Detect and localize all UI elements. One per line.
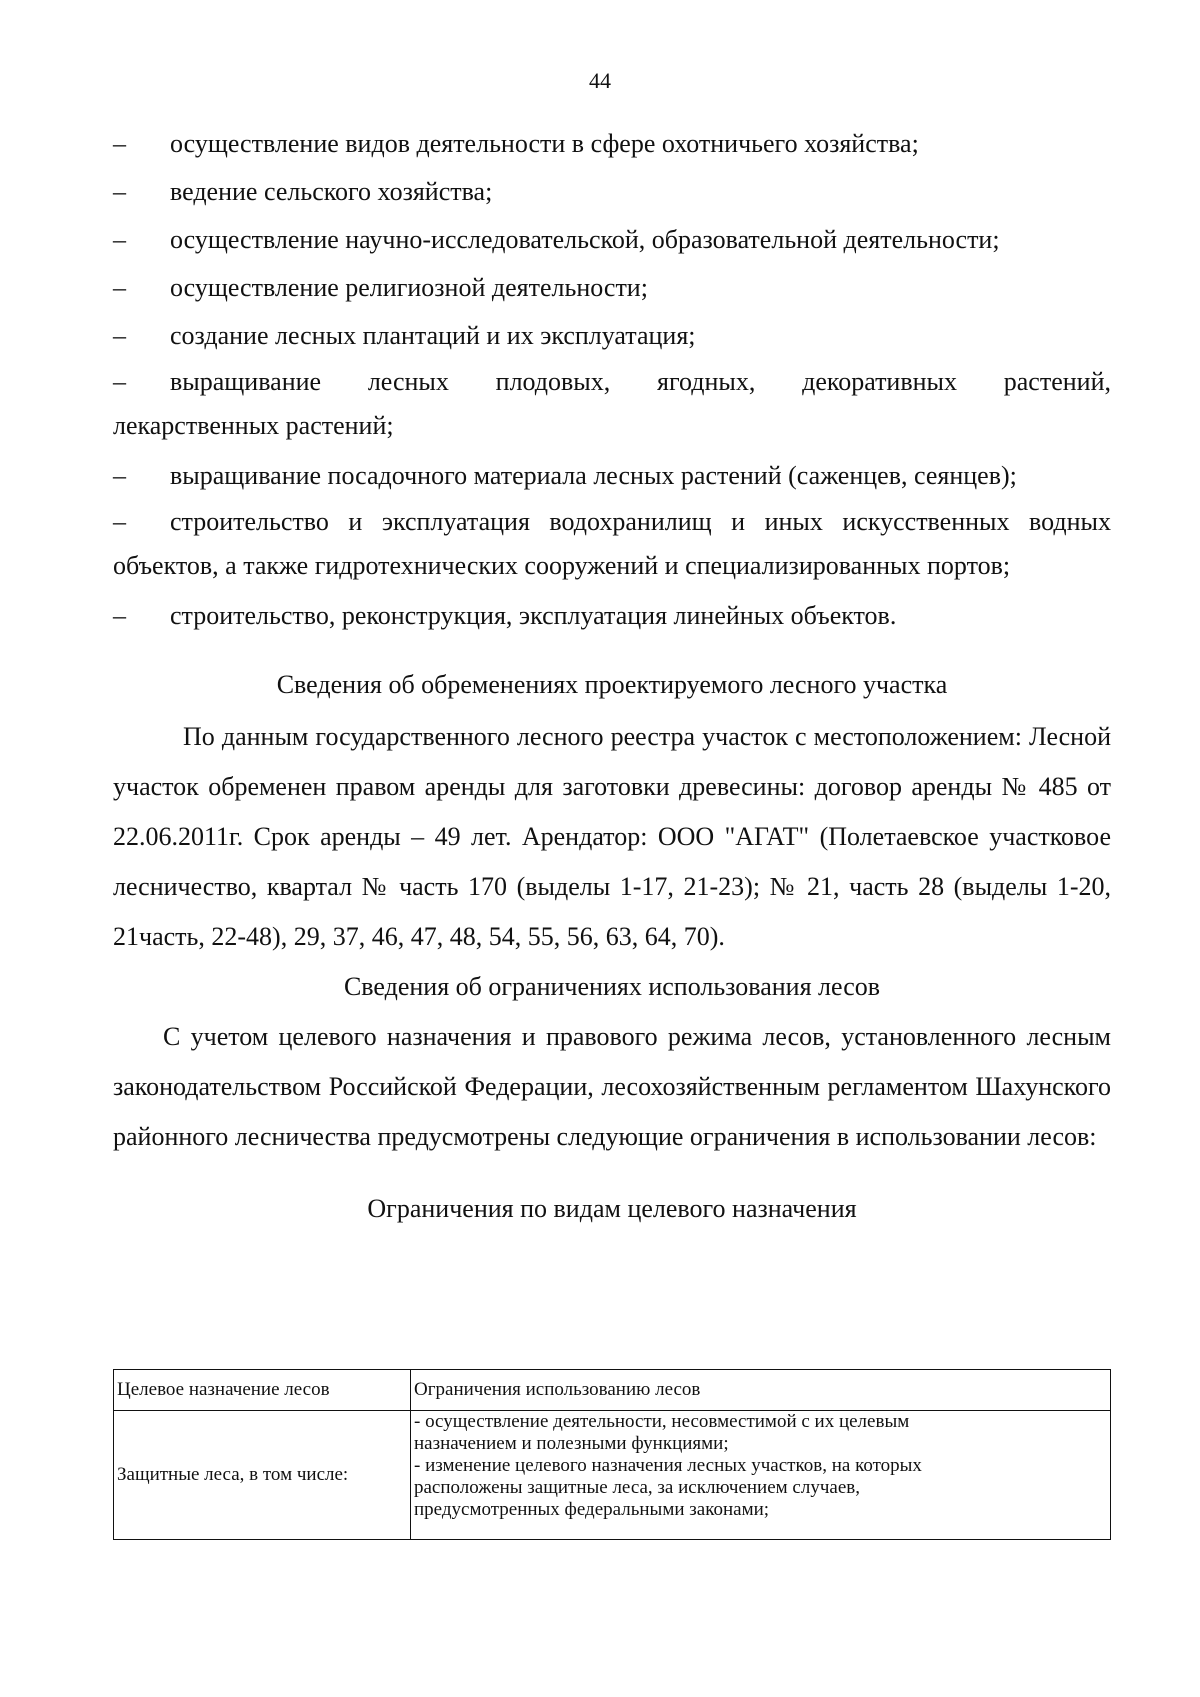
- list-dash: –: [113, 367, 126, 396]
- list-item-text: осуществление религиозной деятельности;: [170, 273, 648, 302]
- list-item: [113, 264, 1111, 312]
- section-heading-encumbrances: Сведения об обременениях проектируемого лесного участка: [276, 670, 948, 699]
- restriction-line: назначением и полезными функциями;: [414, 1433, 729, 1454]
- list-item-continuation: объектов, а также гидротехнических сооружений и специализированных портов;: [113, 551, 1011, 580]
- list-dash: –: [113, 273, 126, 302]
- table-caption: Ограничения по видам целевого назначения: [367, 1194, 857, 1223]
- list-dash: –: [113, 225, 126, 254]
- list-item: [113, 592, 1111, 640]
- list-item: [113, 452, 1111, 500]
- list-dash: –: [113, 601, 126, 630]
- encumbrance-paragraph-text: По данным государственного лесного реестра участок с местоположением: Лесной участок обременен правом аренды для заготовки древесины: договор аренды № 485 от 22.06.2011г. Срок аренды – 49 лет. Арендатор: ООО "АГАТ" (Полетаевское участковое лесничество, квартал № часть 170 (выделы 1-17, 21-23); № 21, часть 28 (выделы 1-20, 21часть, 22-48), 29, 37, 46, 47, 48, 54, 55, 56, 63, 64, 70).: [113, 722, 1111, 951]
- table-row: [114, 1411, 1111, 1540]
- list-item-text: осуществление научно-исследовательской, образовательной деятельности;: [170, 225, 1000, 254]
- list-item-text: осуществление видов деятельности в сфере охотничьего хозяйства;: [170, 129, 919, 158]
- restriction-line: расположены защитные леса, за исключением случаев,: [414, 1477, 860, 1498]
- list-item: [113, 312, 1111, 360]
- list-item: [113, 360, 1111, 448]
- list-item-text: строительство и эксплуатация водохранилищ и иных искусственных водных: [170, 507, 1111, 536]
- restriction-line: - изменение целевого назначения лесных участков, на которых: [414, 1455, 922, 1476]
- table-header-cell: Целевое назначение лесов: [114, 1370, 411, 1411]
- list-item-continuation: лекарственных растений;: [113, 411, 394, 440]
- table-cell-purpose: Защитные леса, в том числе:: [114, 1411, 411, 1540]
- list-dash: –: [113, 461, 126, 490]
- list-item-text: создание лесных плантаций и их эксплуатация;: [170, 321, 696, 350]
- table-header-row: [114, 1370, 1111, 1411]
- page-content: [113, 120, 1111, 1234]
- list-item-text: выращивание лесных плодовых, ягодных, декоративных растений,: [170, 367, 1111, 396]
- list-dash: –: [113, 321, 126, 350]
- table-header-cell: Ограничения использованию лесов: [411, 1370, 1111, 1411]
- list-item: [113, 120, 1111, 168]
- restrictions-paragraph: [113, 1012, 1111, 1162]
- list-item-text: строительство, реконструкция, эксплуатация линейных объектов.: [170, 601, 897, 630]
- table-cell-restrictions: [411, 1411, 1111, 1540]
- restrictions-table: [113, 1369, 1111, 1540]
- section-heading-restrictions: Сведения об ограничениях использования лесов: [343, 972, 881, 1001]
- list-item-text: ведение сельского хозяйства;: [170, 177, 493, 206]
- encumbrance-paragraph: [113, 712, 1111, 962]
- page-number: 44: [589, 68, 611, 93]
- list-item: [113, 216, 1111, 264]
- restriction-line: - осуществление деятельности, несовместимой с их целевым: [414, 1411, 910, 1432]
- list-item-text: выращивание посадочного материала лесных растений (саженцев, сеянцев);: [170, 461, 1017, 490]
- restriction-line: предусмотренных федеральными законами;: [414, 1499, 770, 1520]
- list-dash: –: [113, 177, 126, 206]
- list-item: [113, 168, 1111, 216]
- list-item: [113, 500, 1111, 588]
- list-dash: –: [113, 507, 126, 536]
- list-dash: –: [113, 129, 126, 158]
- restrictions-paragraph-text: С учетом целевого назначения и правового режима лесов, установленного лесным законодательством Российской Федерации, лесохозяйственным регламентом Шахунского районного лесничества предусмотрены следующие ограничения в использовании лесов:: [113, 1022, 1111, 1151]
